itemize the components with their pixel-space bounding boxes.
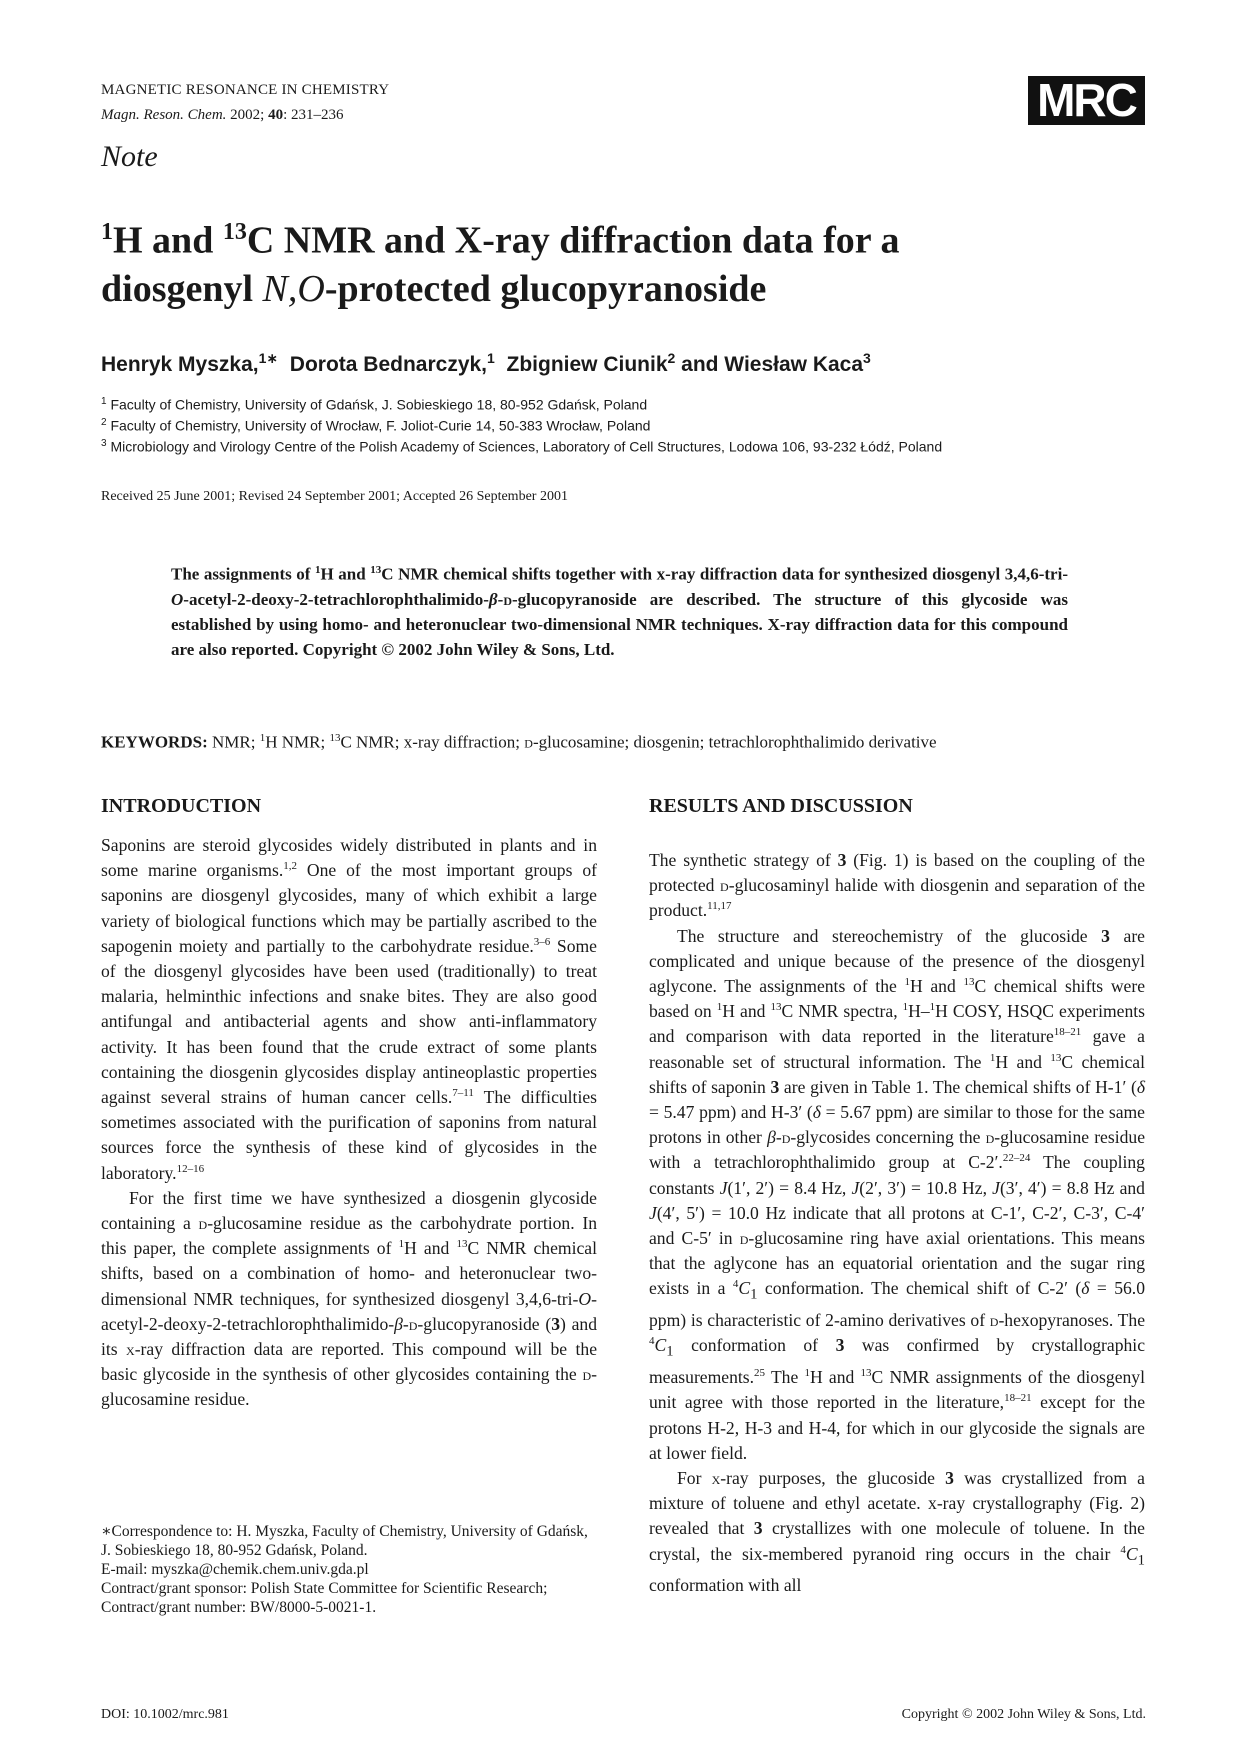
- doi: DOI: 10.1002/mrc.981: [101, 1707, 229, 1722]
- citation-journal: Magn. Reson. Chem.: [101, 107, 227, 123]
- author: and Wiesław Kaca$^3$: [681, 350, 871, 376]
- title-sup: 13: [222, 219, 247, 245]
- introduction-body: [101, 833, 597, 1413]
- section-heading-results: RESULTS AND DISCUSSION: [649, 795, 913, 817]
- copyright: Copyright © 2002 John Wiley & Sons, Ltd.: [901, 1707, 1146, 1722]
- title-italic: N,O: [262, 267, 325, 310]
- title-sup: 1: [101, 219, 113, 245]
- paragraph: Saponins are steroid glycosides widely distributed in plants and in some marine organisms.$^{1,2}$ One of the most important groups of saponins are diosgenyl glycosides, many of which exhibit a large variety of biological functions which may be partially ascribed to the sapogenin moiety and partially to the carbohydrate residue.$^{3-6}$ Some of the diosgenyl glycosides have been used (traditionally) to treat malaria, helminthic infections and snake bites. They are also good antifungal and antibacterial agents and show anti-inflammatory activity. It has been found that the crude extract of some plants containing the diosgenin glycosides display antineoplastic properties against several strains of human cancer cells.$^{7-11}$ The difficulties sometimes associated with the purification of saponins from natural sources force the synthesis of these kind of glycosides in the laboratory.$^{12-16}$: [101, 835, 597, 1183]
- journal-logo: MRC: [1028, 76, 1145, 125]
- keywords: KEYWORDS: NMR; $^1$H NMR; $^{13}$C NMR; x-ray diffraction; d-glucosamine; diosgenin; tetrachlorophthalimido derivative: [101, 732, 937, 752]
- paragraph: For x-ray purposes, the glucoside 3 was crystallized from a mixture of toluene and ethyl acetate. x-ray crystallography (Fig. 2) revealed that 3 crystallizes with one molecule of toluene. In the crystal, the six-membered pyranoid ring occurs in the chair $^4C_1$ conformation with all: [649, 1467, 1145, 1596]
- keywords-label: KEYWORDS:: [101, 732, 208, 752]
- paragraph: The synthetic strategy of 3 (Fig. 1) is based on the coupling of the protected d-glucosaminyl halide with diosgenin and separation of the product.$^{11,17}$: [649, 850, 1145, 921]
- affiliation: $^3$ Microbiology and Virology Centre of the Polish Academy of Sciences, Laboratory of Cell Structures, Lodowa 106, 93-232 Łódź, Poland: [101, 438, 943, 455]
- author: Zbigniew Ciunik$^2$: [506, 350, 676, 376]
- footnote-line: Contract/grant sponsor: Polish State Committee for Scientific Research; Contract/grant number: BW/8000-5-0021-1.: [101, 1580, 548, 1616]
- affiliation: $^2$ Faculty of Chemistry, University of Wrocław, F. Joliot-Curie 14, 50-383 Wrocław, Poland: [101, 417, 651, 434]
- title-text: diosgenyl: [101, 267, 263, 310]
- abstract: The assignments of $^1$H and $^{13}$C NMR chemical shifts together with x-ray diffraction data for synthesized diosgenyl 3,4,6-tri-O-acetyl-2-deoxy-2-tetrachlorophthalimido-β-d-glucopyranoside are described. The structure of this glycoside was established by using homo- and heteronuclear two-dimensional NMR techniques. X-ray diffraction data for this compound are also reported. Copyright © 2002 John Wiley & Sons, Ltd.: [171, 564, 1068, 659]
- affiliation: $^1$ Faculty of Chemistry, University of Gdańsk, J. Sobieskiego 18, 80-952 Gdańsk, Poland: [101, 396, 648, 413]
- author: Henryk Myszka,$^{1∗}$: [101, 350, 279, 376]
- journal-name: MAGNETIC RESONANCE IN CHEMISTRY: [101, 82, 390, 98]
- citation-pages: : 231–236: [283, 107, 344, 123]
- article-title: [101, 208, 1101, 313]
- author: Dorota Bednarczyk,$^1$: [289, 350, 495, 376]
- citation-year: 2002;: [230, 107, 265, 123]
- citation: [101, 107, 344, 124]
- paragraph: The structure and stereochemistry of the glucoside 3 are complicated and unique because of the presence of the diosgenyl aglycone. The assignments of the $^1$H and $^{13}$C chemical shifts were based on $^1$H and $^{13}$C NMR spectra, $^1$H–$^1$H COSY, HSQC experiments and comparison with data reported in the literature$^{18-21}$ gave a reasonable set of structural information. The $^1$H and $^{13}$C chemical shifts of saponin 3 are given in Table 1. The chemical shifts of H-1′ (δ = 5.47 ppm) and H-3′ (δ = 5.67 ppm) are similar to those for the same protons in other β-d-glycosides concerning the d-glucosamine residue with a tetrachlorophthalimido group at C-2′.$^{22-24}$ The coupling constants J(1′, 2′) = 8.4 Hz, J(2′, 3′) = 10.8 Hz, J(3′, 4′) = 8.8 Hz and J(4′, 5′) = 10.0 Hz indicate that all protons at C-1′, C-2′, C-3′, C-4′ and C-5′ in d-glucosamine ring have axial orientations. This means that the aglycone has an equatorial orientation and the sugar ring exists in a $^4C_1$ conformation. The chemical shift of C-2′ (δ = 56.0 ppm) is characteristic of 2-amino derivatives of d-hexopyranoses. The $^4C_1$ conformation of 3 was confirmed by crystallographic measurements.$^{25}$ The $^1$H and $^{13}$C NMR assignments of the diosgenyl unit agree with those reported in the literature,$^{18-21}$ except for the protons H-2, H-3 and H-4, for which in our glycoside the signals are at lower field.: [649, 925, 1146, 1463]
- footnote-email: E-mail: myszka@chemik.chem.univ.gda.pl: [101, 1561, 369, 1578]
- article-type: Note: [101, 140, 158, 173]
- section-heading-introduction: INTRODUCTION: [101, 795, 262, 817]
- title-text: -protected glucopyranoside: [324, 267, 767, 310]
- title-text: H and: [113, 219, 223, 262]
- footnote-line: ∗Correspondence to: H. Myszka, Faculty of Chemistry, University of Gdańsk, J. Sobieskiego 18, 80-952 Gdańsk, Poland.: [101, 1523, 588, 1559]
- author-list: [101, 350, 871, 377]
- title-text: C NMR and X-ray diffraction data for a: [246, 219, 900, 262]
- paragraph: For the first time we have synthesized a diosgenin glycoside containing a d-glucosamine residue as the carbohydrate portion. In this paper, the complete assignments of $^1$H and $^{13}$C NMR chemical shifts, based on a combination of homo- and heteronuclear two-dimensional NMR techniques, for synthesized diosgenyl 3,4,6-tri-O-acetyl-2-deoxy-2-tetrachlorophthalimido-β-d-glucopyranoside (3) and its x-ray diffraction data are reported. This compound will be the basic glycoside in the synthesis of other glycosides containing the d-glucosamine residue.: [101, 1187, 597, 1410]
- citation-volume: 40: [268, 107, 284, 123]
- results-body: [649, 848, 1145, 1598]
- received-dates: Received 25 June 2001; Revised 24 September 2001; Accepted 26 September 2001: [101, 489, 568, 504]
- correspondence-footnote: [101, 1522, 601, 1617]
